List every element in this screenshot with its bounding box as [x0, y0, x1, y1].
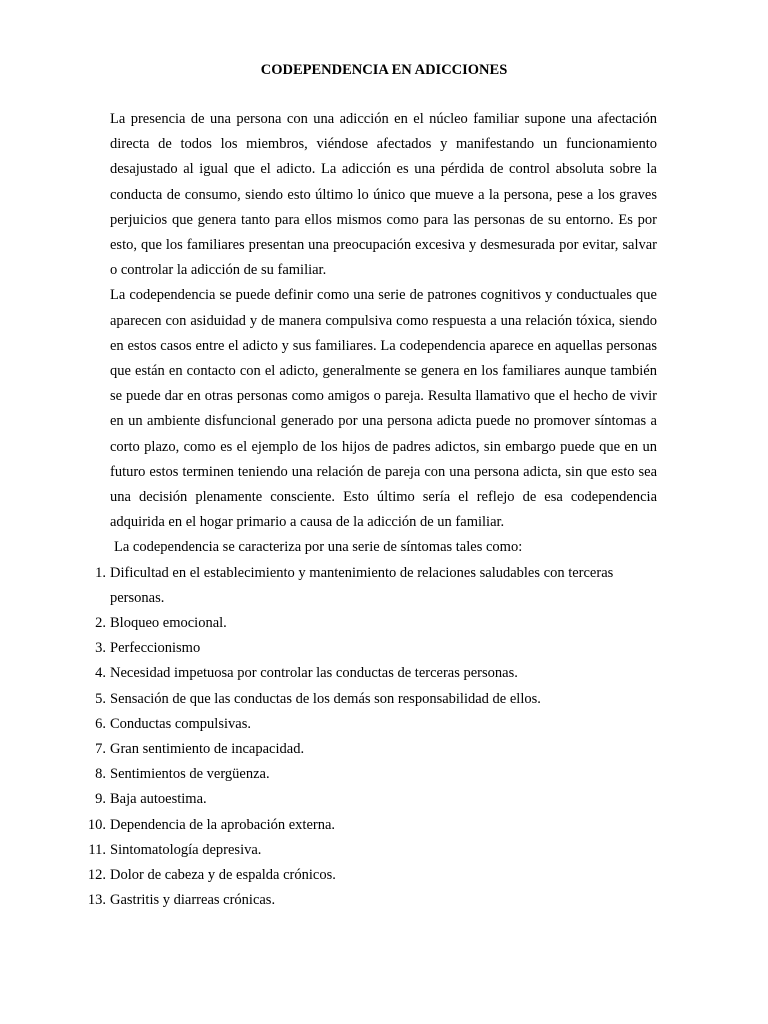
list-item: [87, 813, 657, 838]
list-item-number: 1.: [95, 564, 106, 581]
list-item-text: Gran sentimiento de incapacidad.: [110, 741, 305, 758]
list-item-number: 4.: [95, 665, 106, 682]
paragraph-1: La presencia de una persona con una adicción en el núcleo familiar supone una afectación directa de todos los miembros, viéndose afectados y manifestando un funcionamiento desajustado al igual que el adicto. La adicción es una pérdida de control absoluta sobre la conducta de consumo, siendo esto último lo único que mueve a la persona, pese a los graves perjuicios que genera tanto para ellos mismos como para las personas de su entorno. Es por esto, que los familiares presentan una preocupación excesiva y desmesurada por evitar, salvar o controlar la adicción de su familiar.: [110, 111, 657, 279]
list-item: [95, 687, 657, 712]
list-item-text: Sentimientos de vergüenza.: [110, 766, 270, 783]
list-item: [87, 863, 657, 888]
list-item-text: Conductas compulsivas.: [110, 715, 251, 732]
list-item-text: Baja autoestima.: [110, 791, 207, 808]
list-item: [95, 787, 657, 812]
list-item-text: Bloqueo emocional.: [110, 615, 227, 632]
list-intro: La codependencia se caracteriza por una serie de síntomas tales como:: [114, 539, 523, 556]
list-item-number: 5.: [95, 690, 106, 707]
list-item-text: Sintomatología depresiva.: [110, 841, 262, 858]
symptoms-list: [87, 561, 657, 914]
document-body: [87, 107, 657, 914]
list-item: [95, 762, 657, 787]
list-item-text: Necesidad impetuosa por controlar las conductas de terceras personas.: [110, 665, 518, 682]
list-item-number: 3.: [95, 640, 106, 657]
list-item-text: Perfeccionismo: [110, 640, 201, 657]
list-item: [87, 888, 657, 913]
list-item: [95, 636, 657, 661]
list-item-number: 9.: [95, 791, 106, 808]
list-item-number: 6.: [95, 715, 106, 732]
list-item-number: 12.: [87, 867, 106, 884]
list-item-number: 8.: [95, 766, 106, 783]
list-item-text: Dependencia de la aprobación externa.: [110, 816, 336, 833]
list-item: [95, 561, 657, 611]
list-item: [95, 661, 657, 686]
list-item: [95, 611, 657, 636]
list-item-text: Sensación de que las conductas de los demás son responsabilidad de ellos.: [110, 690, 541, 707]
list-item-number: 11.: [88, 841, 106, 858]
list-item-text: Gastritis y diarreas crónicas.: [110, 892, 276, 909]
list-item: [95, 712, 657, 737]
list-item: [88, 838, 657, 863]
list-item-text: Dolor de cabeza y de espalda crónicos.: [110, 867, 336, 884]
list-item-number: 2.: [95, 615, 106, 632]
list-item-number: 10.: [87, 816, 106, 833]
list-item-number: 7.: [95, 741, 106, 758]
list-item: [95, 737, 657, 762]
list-item-number: 13.: [87, 892, 106, 909]
paragraph-2: La codependencia se puede definir como una serie de patrones cognitivos y conductuales que aparecen con asiduidad y de manera compulsiva como respuesta a una relación tóxica, siendo en estos casos entre el adicto y sus familiares. La codependencia aparece en aquellas personas que están en contacto con el adicto, generalmente se genera en los familiares aunque también se puede dar en otras personas como amigos o pareja. Resulta llamativo que el hecho de vivir en un ambiente disfuncional generado por una persona adicta puede no promover síntomas a corto plazo, como es el ejemplo de los hijos de padres adictos, sin embargo puede que en un futuro estos terminen teniendo una relación de pareja con una persona adicta, sin que esto sea una decisión plenamente consciente. Esto último sería el reflejo de esa codependencia adquirida en el hogar primario a causa de la adicción de un familiar.: [110, 287, 657, 531]
document-title: CODEPENDENCIA EN ADICCIONES: [260, 62, 508, 78]
list-item-text: Dificultad en el establecimiento y mantenimiento de relaciones saludables con terceras personas.: [110, 564, 614, 606]
